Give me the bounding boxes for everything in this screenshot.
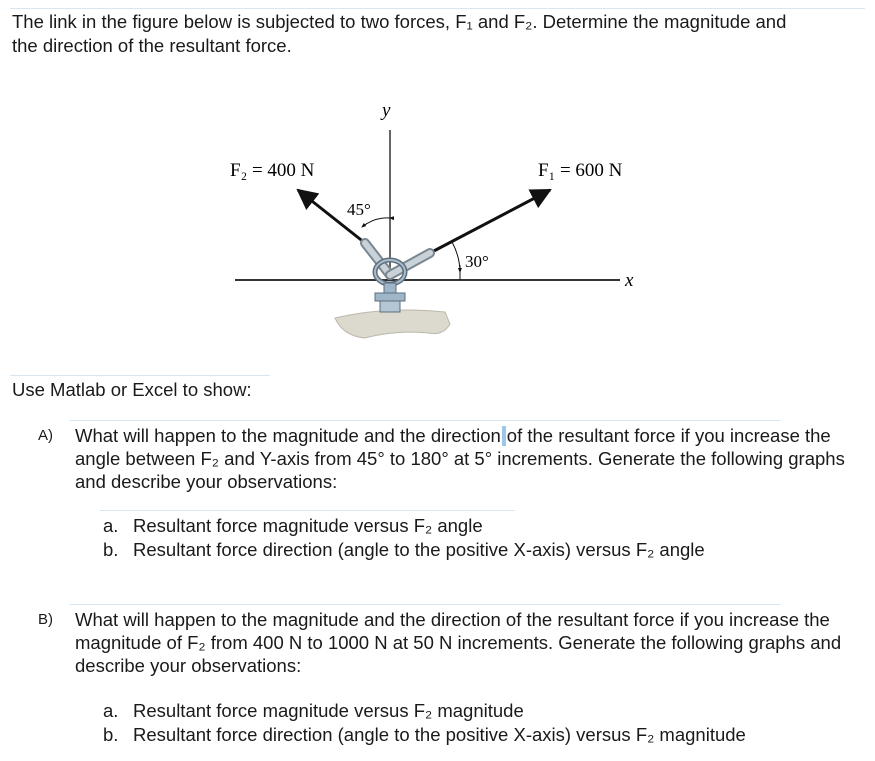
item-text: Resultant force magnitude versus F₂ angle [133,515,483,536]
link-arm-right-face [390,253,430,275]
f1-label: F₁ = 600 N [538,160,623,181]
question-b-rule [70,604,780,605]
y-axis-label: y [382,100,391,121]
question-a-text-rest: of the resultant force if you increase the angle between F₂ and Y-axis from 45° to 180° at 5° increments. Generate the following graphs and describe your observations: [75,425,845,492]
f1-arrow [430,190,550,253]
prompt-rule [10,375,270,376]
question-a-letter: A) [38,427,53,444]
question-a-item-a [103,514,483,537]
ground-support [335,310,450,338]
top-rule [10,8,865,9]
problem-statement [12,10,862,58]
angle-30-label: 30° [465,252,489,271]
question-a-text-start: What will happen to the magnitude and the direction [75,425,501,446]
item-text: Resultant force magnitude versus F₂ magnitude [133,700,524,721]
x-axis-label: x [625,270,634,291]
question-b-item-b [103,723,746,746]
item-label: b. [103,539,119,560]
angle-arc-45 [362,218,390,227]
item-label: b. [103,724,119,745]
item-label: a. [103,700,119,721]
question-b-text: What will happen to the magnitude and the direction of the resultant force if you increase the magnitude of F₂ from 400 N to 1000 N at 50 N increments. Generate the following graphs and describe your observations: [75,609,842,676]
question-a-text [75,424,850,493]
force-diagram [225,100,655,355]
question-a-list-rule [100,510,515,511]
item-label: a. [103,515,119,536]
question-a-item-b [103,538,705,561]
text-cursor [502,426,506,446]
problem-line-2: the direction of the resultant force. [12,35,292,56]
prompt-text: Use Matlab or Excel to show: [12,379,252,400]
item-text: Resultant force direction (angle to the positive X-axis) versus F₂ angle [133,539,705,560]
eye-bolt-nut [375,293,405,301]
angle-45-label: 45° [347,200,371,219]
item-text: Resultant force direction (angle to the positive X-axis) versus F₂ magnitude [133,724,746,745]
problem-line-1: The link in the figure below is subjected to two forces, F₁ and F₂. Determine the magnitude and [12,11,787,32]
eye-bolt-base [380,301,400,312]
f2-label: F₂ = 400 N [230,160,315,181]
eye-bolt-shank [384,283,396,293]
question-b-letter: B) [38,611,53,628]
question-b-item-a [103,699,524,722]
angle-arc-30 [452,242,460,272]
question-a-rule [70,420,780,421]
